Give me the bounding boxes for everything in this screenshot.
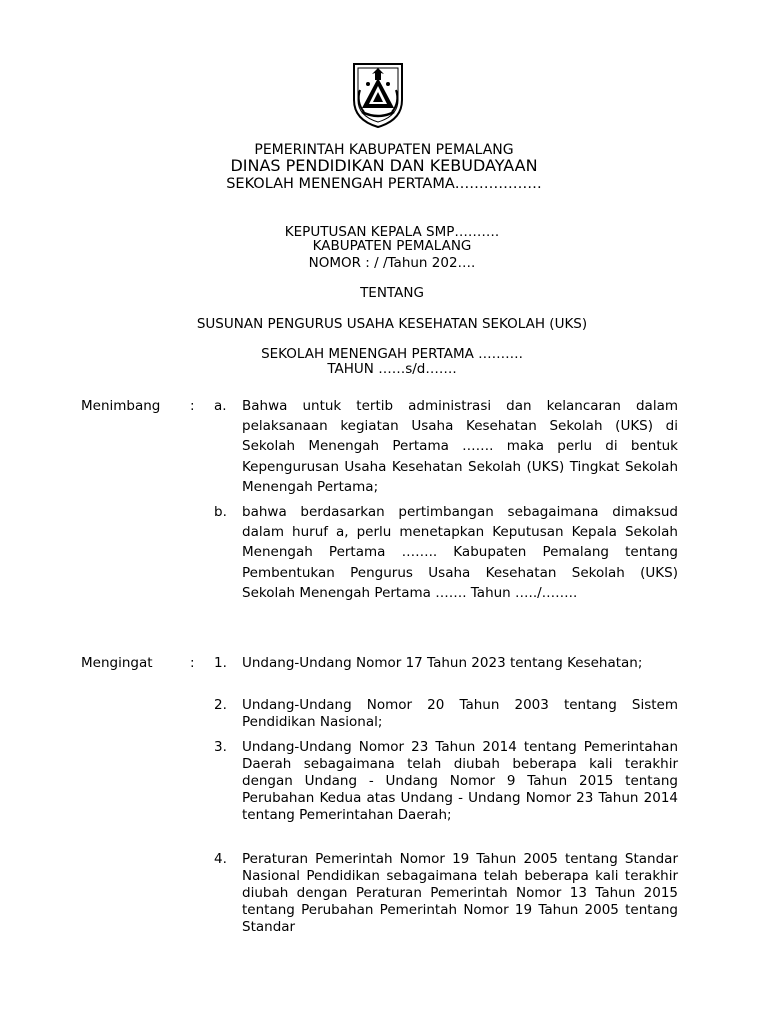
government-name: PEMERINTAH KABUPATEN PEMALANG [254, 142, 514, 158]
menimbang-item-a: Bahwa untuk tertib administrasi dan kelancaran dalam pelaksanaan kegiatan Usaha Kesehatan Sekolah (UKS) di Sekolah Menengah Pertama ……. maka perlu di bentuk Kepengurusan Usaha Kesehatan Sekolah (UKS) Tingkat Sekolah Menengah Pertama; [242, 398, 678, 495]
decree-school: SEKOLAH MENENGAH PERTAMA ………. [261, 346, 523, 362]
menimbang-marker-a: a. [214, 398, 227, 414]
decree-subject: SUSUNAN PENGURUS USAHA KESEHATAN SEKOLAH (UKS) [196, 316, 588, 332]
mengingat-marker-4: 4. [214, 851, 227, 867]
mengingat-item-3: Undang-Undang Nomor 23 Tahun 2014 tentang Pemerintahan Daerah sebagaimana telah diubah beberapa kali terakhir dengan Undang - Undang Nomor 9 Tahun 2015 tentang Perubahan Kedua atas Undang - Undang Nomor 23 Tahun 2014 tentang Pemerintahan Daerah; [242, 739, 678, 823]
decree-title: KEPUTUSAN KEPALA SMP………. [284, 224, 500, 240]
mengingat-marker-1: 1. [214, 655, 227, 671]
decree-region: KABUPATEN PEMALANG [312, 238, 472, 254]
mengingat-item-1: Undang-Undang Nomor 17 Tahun 2023 tentang Kesehatan; [242, 655, 643, 671]
decree-about: TENTANG [360, 285, 424, 301]
menimbang-colon: : [190, 398, 195, 414]
decree-number: NOMOR : / /Tahun 202…. [308, 255, 476, 271]
menimbang-marker-b: b. [214, 504, 227, 520]
coat-of-arms-emblem [348, 60, 408, 130]
menimbang-item-b: bahwa berdasarkan pertimbangan sebagaimana dimaksud dalam huruf a, perlu menetapkan Keputusan Kepala Sekolah Menengah Pertama …….. Kabupaten Pemalang tentang Pembentukan Pengurus Usaha Kesehatan Sekolah (UKS) Sekolah Menengah Pertama ……. Tahun …../…….. [242, 504, 678, 601]
decree-year: TAHUN ……s/d……. [327, 361, 457, 377]
mengingat-label: Mengingat [81, 655, 153, 671]
mengingat-marker-2: 2. [214, 697, 227, 713]
mengingat-item-4: Peraturan Pemerintah Nomor 19 Tahun 2005 tentang Standar Nasional Pendidikan sebagaimana telah beberapa kali terakhir diubah dengan Peraturan Pemerintah Nomor 13 Tahun 2015 tentang Perubahan Pemerintah Nomor 19 Tahun 2005 tentang Standar [242, 851, 678, 935]
mengingat-item-2: Undang-Undang Nomor 20 Tahun 2003 tentang Sistem Pendidikan Nasional; [242, 697, 678, 730]
mengingat-colon: : [190, 655, 195, 671]
agency-name: DINAS PENDIDIKAN DAN KEBUDAYAAN [230, 156, 538, 175]
menimbang-label: Menimbang [81, 398, 161, 414]
school-name: SEKOLAH MENENGAH PERTAMA……………… [226, 176, 542, 192]
mengingat-marker-3: 3. [214, 739, 227, 755]
